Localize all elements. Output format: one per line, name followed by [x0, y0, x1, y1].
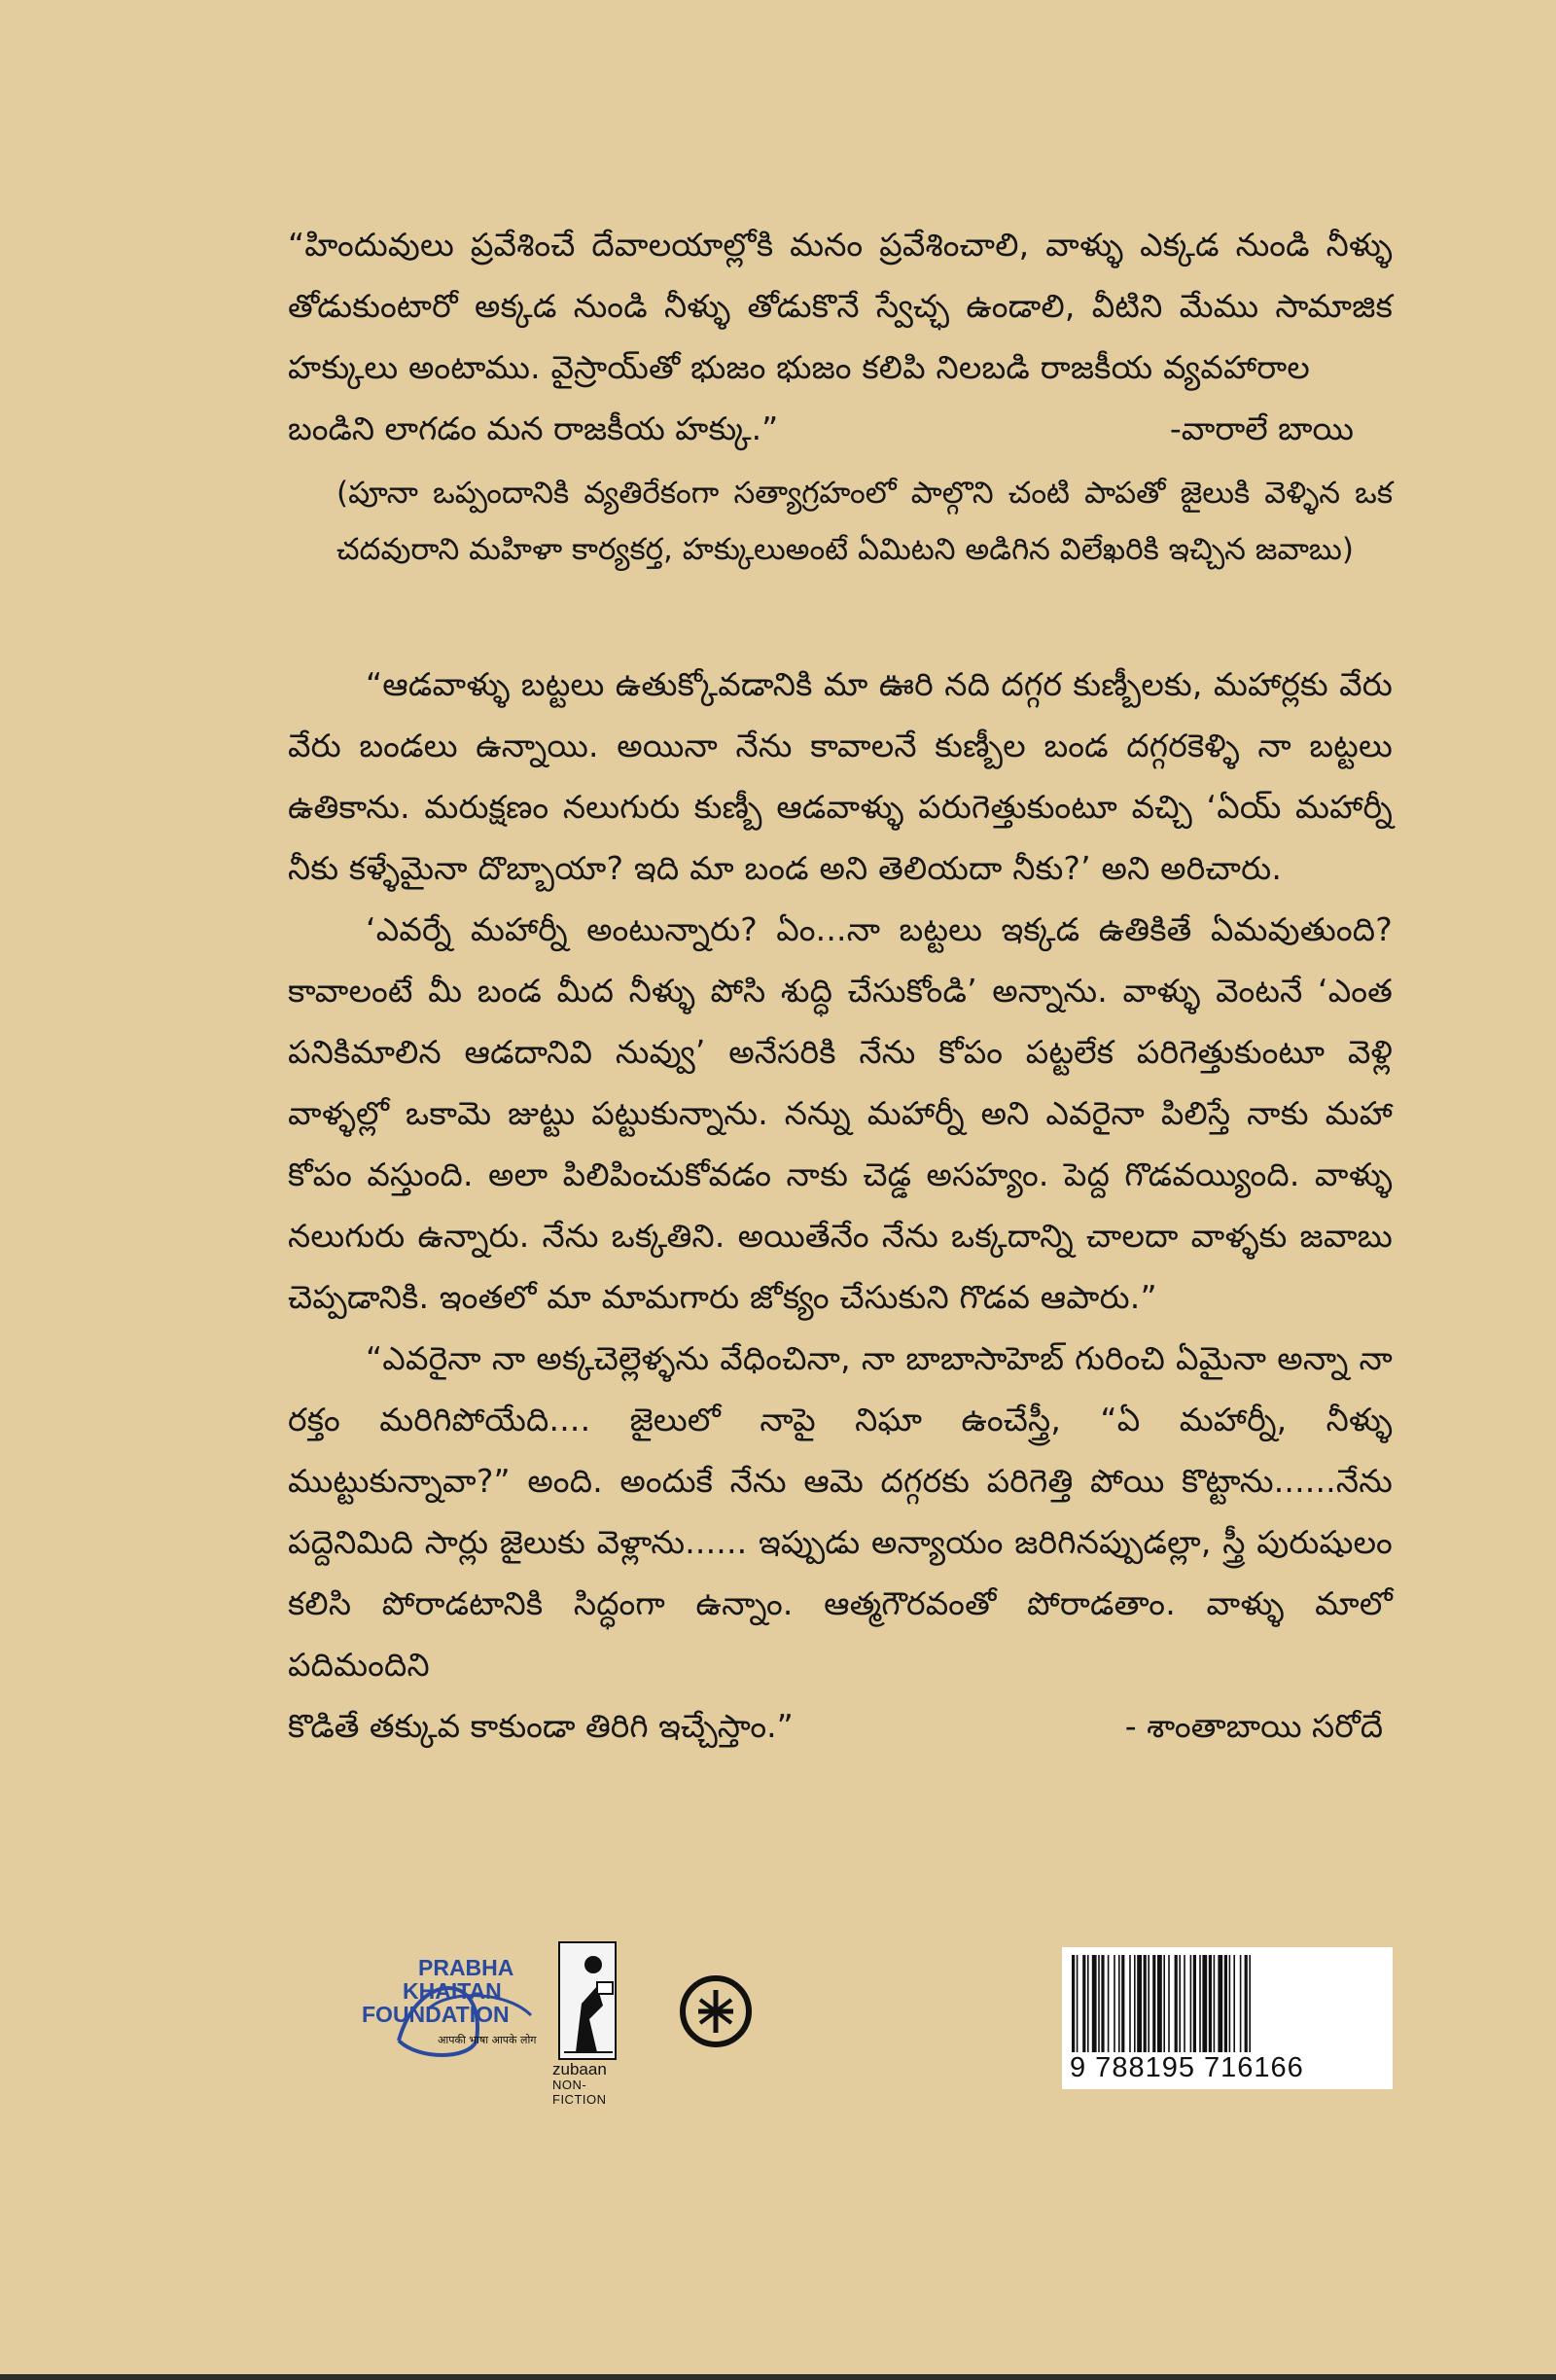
round-emblem-logo — [679, 1974, 753, 2048]
prabha-name-line-1: PRABHA — [418, 1955, 514, 1980]
quote-1-closing-row — [288, 398, 1393, 459]
prabha-khaitan-foundation-logo — [360, 1951, 539, 2068]
isbn-number: 9 788195 716166 — [1070, 2052, 1304, 2083]
quote-1-body: “హిందువులు ప్రవేశించే దేవాలయాల్లోకి మనం ప్రవేశించాలి, వాళ్ళు ఎక్కడ నుండి నీళ్ళు తోడుకుంటారో అక్కడ నుండి నీళ్ళు తోడుకొనే స్వేచ్ఛ ఉండాలి, వీటిని మేము సామాజిక హక్కులు అంటాము. వైస్రాయ్‌తో భుజం భుజం కలిపి నిలబడి రాజకీయ వ్యవహారాల — [288, 226, 1393, 386]
quote-2-paragraph-2: ‘ఎవర్నే మహార్నీ అంటున్నారు? ఏం...నా బట్టలు ఇక్కడ ఉతికితే ఏమవుతుంది? కావాలంటే మీ బండ మీద నీళ్ళు పోసి శుద్ధి చేసుకోండి’ అన్నాను. వాళ్ళు వెంటనే ‘ఎంత పనికిమాలిన ఆడదానివి నువ్వు’ అనేసరికి నేను కోపం పట్టలేక పరిగెత్తుకుంటూ వెళ్లి వాళ్ళల్లో ఒకామె జుట్టు పట్టుకున్నాను. నన్ను మహార్నీ అని ఎవరైనా పిలిస్తే నాకు మహా కోపం వస్తుంది. అలా పిలిపించుకోవడం నాకు చెడ్డ అసహ్యం. పెద్ద గొడవయ్యింది. వాళ్ళు నలుగురు ఉన్నారు. నేను ఒక్కతిని. అయితేనేం నేను ఒక్కదాన్ని చాలదా వాళ్ళకు జవాబు చెప్పడానికి. ఇంతలో మా మామగారు జోక్యం చేసుకుని గొడవ ఆపారు.” — [288, 910, 1393, 1316]
quote-2-last-line: కొడితే తక్కువ కాకుండా తిరిగి ఇచ్చేస్తాం.” — [288, 1707, 794, 1745]
zubaan-subtitle: NON-FICTION — [552, 2078, 607, 2107]
prabha-name-line-3: FOUNDATION — [362, 2002, 510, 2027]
quote-2-paragraph-1: “ఆడవాళ్ళు బట్టలు ఉతుక్కోవడానికి మా ఊరి నది దగ్గర కుణ్బీలకు, మహార్లకు వేరు వేరు బండలు ఉన్నాయి. అయినా నేను కావాలనే కుణ్బీల బండ దగ్గరకెళ్ళి నా బట్టలు ఉతికాను. మరుక్షణం నలుగురు కుణ్బీ ఆడవాళ్ళు పరుగెత్తుకుంటూ వచ్చి ‘ఏయ్ మహార్నీ నీకు కళ్ళేమైనా దొబ్బాయా? ఇది మా బండ అని తెలియదా నీకు?’ అని అరిచారు. — [288, 665, 1393, 887]
publisher-logos — [360, 1936, 1400, 2107]
quote-1-attribution: -వారాలే బాయి — [1169, 409, 1354, 447]
zubaan-logo — [552, 1941, 640, 2107]
quote-2-closing-row — [288, 1695, 1393, 1757]
quote-block-2 — [288, 654, 1393, 1757]
quote-2-attribution: - శాంతాబాయి సరోదే — [1124, 1707, 1383, 1745]
circle-emblem-icon — [679, 1974, 753, 2048]
quote-block-1 — [288, 214, 1393, 578]
prabha-name-line-2: KHAITAN — [403, 1978, 502, 2004]
barcode-bars-icon — [1072, 1955, 1383, 2052]
zubaan-wordmark: zubaan — [552, 2060, 607, 2078]
zubaan-reader-icon — [558, 1941, 617, 2060]
isbn-barcode — [1062, 1947, 1393, 2089]
prabha-tagline: आपकी भाषा आपके लोग — [438, 2034, 537, 2046]
quote-2-paragraph-3: “ఎవరైనా నా అక్కచెల్లెళ్ళను వేధించినా, నా బాబాసాహెబ్ గురించి ఏమైనా అన్నా నా రక్తం మరిగిపోయేది.... జైలులో నాపై నిఘా ఉంచేస్త్రీ, “ఏ మహార్నీ, నీళ్ళు ముట్టుకున్నావా?” అంది. అందుకే నేను ఆమె దగ్గరకు పరిగెత్తి పోయి కొట్టాను......నేను పద్దెనిమిది సార్లు జైలుకు వెళ్లాను...... ఇప్పుడు అన్యాయం జరిగినప్పుడల్లా, స్త్రీ పురుషులం కలిసి పోరాడటానికి సిద్ధంగా ఉన్నాం. ఆత్మగౌరవంతో పోరాడతాం. వాళ్ళు మాలో పదిమందిని — [288, 1339, 1393, 1684]
quote-1-context-note: (పూనా ఒప్పందానికి వ్యతిరేకంగా సత్యాగ్రహంలో పాల్గొని చంటి పాపతో జైలుకి వెళ్ళిన ఒక చదవురాని మహిళా కార్యకర్త, హక్కులుఅంటే ఏమిటని అడిగిన విలేఖరికి ఇచ్చిన జవాబు) — [336, 476, 1393, 567]
bottom-edge-divider — [0, 2374, 1556, 2380]
quote-1-last-line: బండిని లాగడం మన రాజకీయ హక్కు.” — [288, 409, 779, 447]
